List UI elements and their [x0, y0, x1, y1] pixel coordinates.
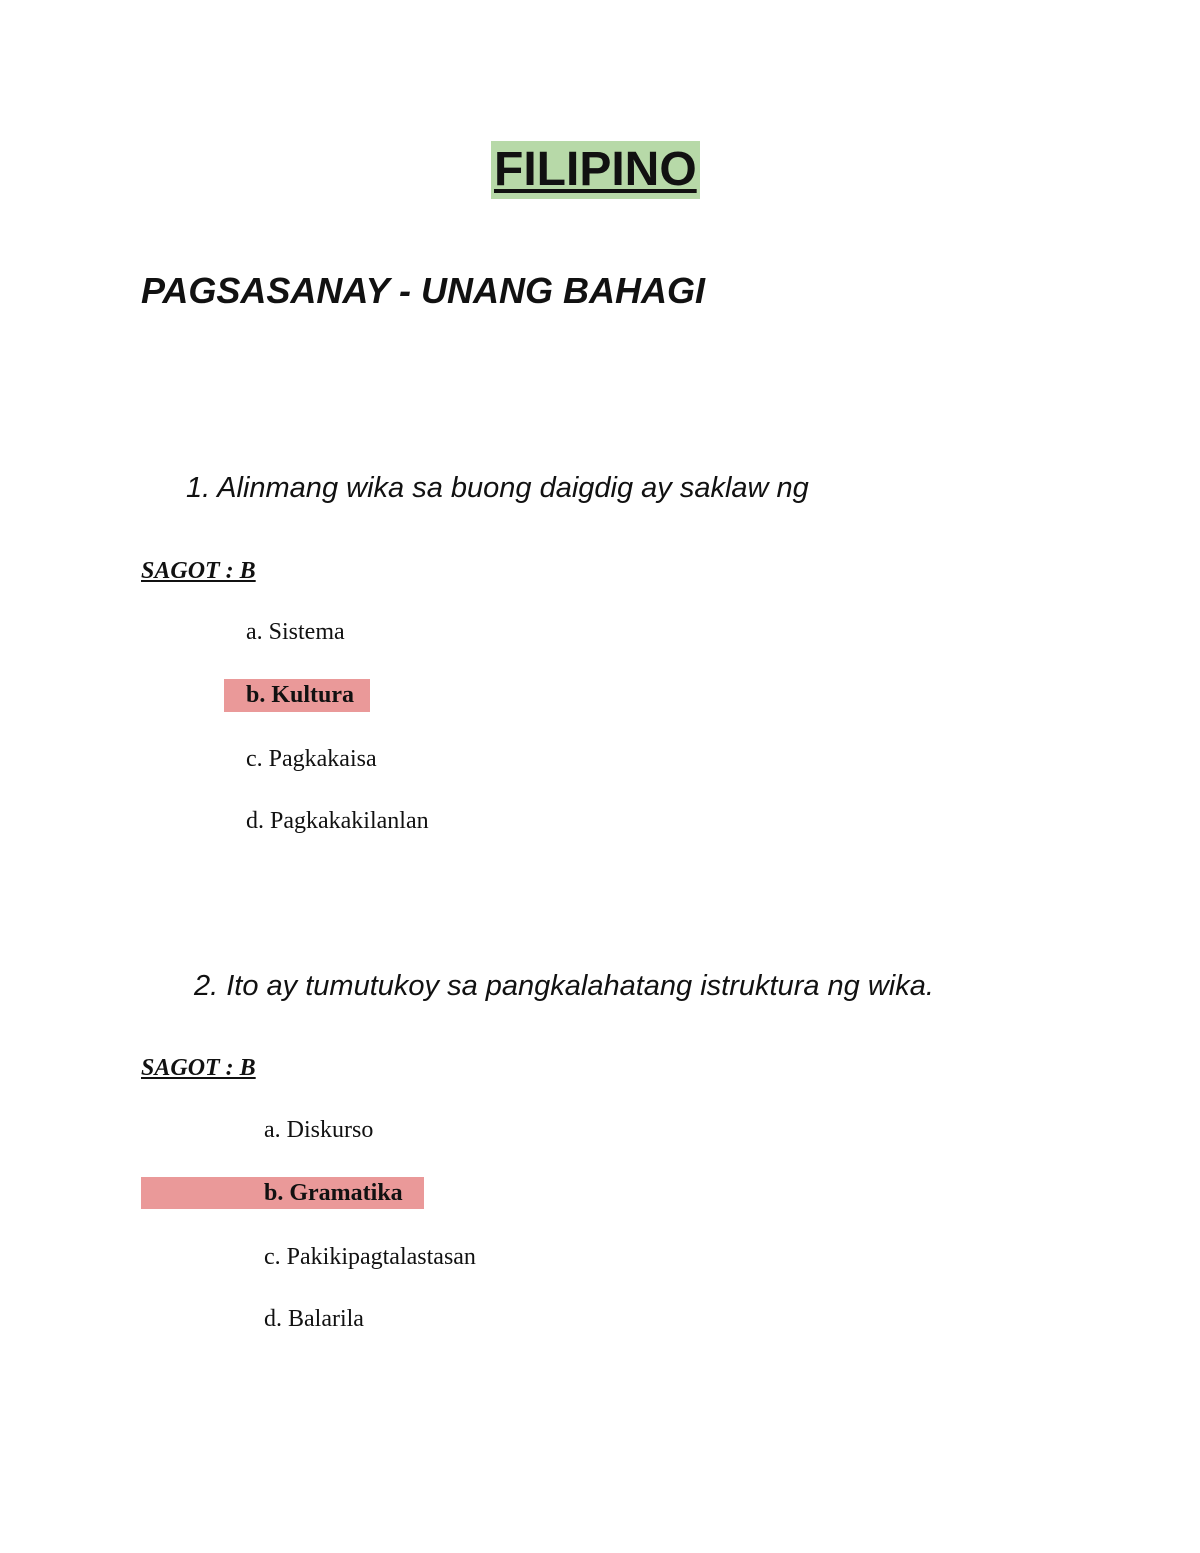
- option-b-correct: b. Gramatika: [264, 1180, 403, 1206]
- document-title: FILIPINO: [491, 141, 700, 199]
- option-c: c. Pagkakaisa: [246, 746, 377, 772]
- answer-key: SAGOT : B: [141, 1055, 256, 1081]
- option-d: d. Pagkakakilanlan: [246, 808, 429, 834]
- question-text: 2. Ito ay tumutukoy sa pangkalahatang istruktura ng wika.: [194, 970, 934, 1002]
- option-b-correct: b. Kultura: [246, 682, 355, 708]
- answer-key: SAGOT : B: [141, 558, 256, 584]
- section-title: PAGSASANAY - UNANG BAHAGI: [141, 270, 706, 311]
- option-c: c. Pakikipagtalastasan: [264, 1244, 476, 1270]
- question-text: 1. Alinmang wika sa buong daigdig ay saklaw ng: [186, 472, 809, 504]
- option-d: d. Balarila: [264, 1306, 364, 1332]
- option-a: a. Diskurso: [264, 1117, 374, 1143]
- option-a: a. Sistema: [246, 619, 345, 645]
